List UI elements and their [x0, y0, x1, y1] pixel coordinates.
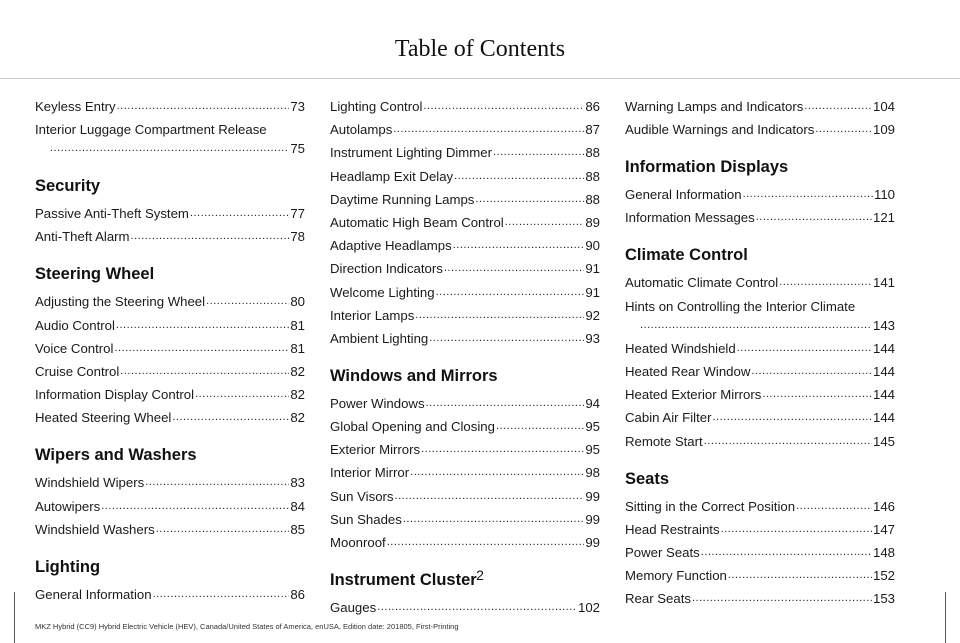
dot-leader — [704, 432, 872, 451]
toc-entry-page: 147 — [872, 521, 895, 537]
toc-entry[interactable] — [330, 167, 600, 186]
toc-entry-title: Keyless Entry — [35, 99, 116, 114]
toc-entry-page: 99 — [585, 511, 600, 527]
toc-entry-page: 82 — [290, 410, 305, 426]
toc-entry[interactable] — [625, 362, 895, 381]
dot-leader — [444, 259, 584, 278]
toc-entry-title: Ambient Lighting — [330, 330, 429, 346]
toc-entry-title: Autolamps — [330, 122, 393, 138]
toc-entry[interactable] — [330, 236, 600, 255]
section-heading: Climate Control — [625, 246, 748, 265]
toc-entry-page: 82 — [290, 363, 305, 379]
dot-leader — [153, 585, 290, 604]
toc-entry[interactable] — [625, 543, 895, 562]
toc-entry-page: 104 — [872, 99, 895, 114]
toc-entry-title: Automatic High Beam Control — [330, 214, 504, 230]
toc-entry-page: 152 — [872, 568, 895, 584]
toc-entry-page: 78 — [290, 229, 305, 245]
page-title: Table of Contents — [394, 36, 566, 62]
dot-leader — [640, 316, 872, 335]
toc-entry[interactable] — [330, 598, 600, 617]
toc-entry-title: Interior Lamps — [330, 307, 415, 323]
dot-leader — [116, 316, 289, 335]
dot-leader — [453, 236, 585, 255]
toc-entry-title: Heated Steering Wheel — [35, 410, 172, 426]
toc-entry[interactable] — [625, 185, 895, 204]
dot-leader — [496, 417, 584, 436]
dot-leader — [712, 408, 872, 427]
toc-entry[interactable] — [35, 292, 305, 311]
toc-entry-title: Interior Mirror — [330, 465, 410, 481]
dot-leader — [815, 120, 872, 139]
dot-leader — [454, 167, 584, 186]
dot-leader — [751, 362, 872, 381]
toc-entry-title: Warning Lamps and Indicators — [625, 99, 804, 114]
dot-leader — [475, 190, 584, 209]
toc-entry-title: Sun Visors — [330, 488, 394, 504]
toc-entry[interactable] — [35, 585, 305, 604]
toc-entry-leader-line — [35, 139, 305, 158]
toc-entry-title: Global Opening and Closing — [330, 419, 495, 435]
dot-leader — [101, 497, 289, 516]
section-heading: Lighting — [35, 557, 101, 576]
toc-entry-title: Audible Warnings and Indicators — [625, 122, 815, 138]
toc-entry-title: Anti-Theft Alarm — [35, 229, 130, 245]
toc-entry-title: Rear Seats — [625, 591, 691, 607]
dot-leader — [421, 440, 584, 459]
dot-leader — [737, 339, 872, 358]
toc-entry-title: General Information — [35, 586, 152, 602]
toc-entry-title: Cruise Control — [35, 363, 120, 379]
toc-entry-title: Power Windows — [330, 395, 425, 411]
toc-entry[interactable] — [35, 497, 305, 516]
dot-leader — [701, 543, 872, 562]
toc-entry-title: Voice Control — [35, 340, 114, 356]
toc-entry-title: General Information — [625, 187, 742, 203]
toc-entry-page: 86 — [290, 586, 305, 602]
toc-entry-page: 146 — [872, 498, 895, 514]
dot-leader — [206, 292, 289, 311]
toc-entry[interactable] — [330, 417, 600, 436]
toc-entry[interactable] — [625, 97, 895, 116]
toc-entry[interactable] — [35, 227, 305, 246]
toc-entry-page: 77 — [290, 206, 305, 222]
toc-entry[interactable] — [625, 120, 895, 139]
toc-entry[interactable] — [625, 385, 895, 404]
toc-entry-page: 75 — [290, 141, 305, 157]
dot-leader — [436, 283, 585, 302]
toc-entry-title: Sun Shades — [330, 511, 402, 527]
toc-entry-page: 88 — [585, 145, 600, 161]
toc-entry-page: 93 — [585, 330, 600, 346]
toc-entry-page: 84 — [290, 498, 305, 514]
toc-entry[interactable] — [625, 339, 895, 358]
toc-entry-page: 141 — [872, 275, 895, 291]
toc-entry-page: 109 — [872, 122, 895, 138]
toc-entry-title: Memory Function — [625, 568, 727, 584]
toc-entry[interactable] — [625, 297, 895, 335]
section-heading: Steering Wheel — [35, 265, 155, 284]
toc-entry-title: Gauges — [330, 600, 377, 615]
dot-leader — [762, 385, 872, 404]
toc-entry-page: 80 — [290, 294, 305, 310]
toc-entry-page: 121 — [872, 210, 895, 226]
toc-entry[interactable] — [35, 204, 305, 223]
dot-leader — [387, 533, 585, 552]
dot-leader — [429, 329, 584, 348]
crop-mark-left — [14, 592, 15, 643]
toc-entry-page: 94 — [585, 395, 600, 411]
toc-entry-page: 73 — [290, 99, 305, 114]
toc-entry[interactable] — [35, 473, 305, 492]
toc-entry[interactable] — [330, 463, 600, 482]
dot-leader — [692, 589, 872, 608]
toc-entry-page: 153 — [872, 591, 895, 607]
toc-entry-page: 88 — [585, 191, 600, 207]
toc-entry-page: 148 — [872, 544, 895, 560]
toc-entry[interactable] — [35, 408, 305, 427]
toc-entry-page: 86 — [585, 99, 600, 114]
toc-column-1 — [35, 97, 305, 608]
toc-entry-page: 81 — [290, 340, 305, 356]
dot-leader — [145, 473, 289, 492]
toc-entry-title: Interior Luggage Compartment Release — [35, 122, 267, 138]
dot-leader — [756, 208, 872, 227]
dot-leader — [403, 510, 584, 529]
toc-entry[interactable] — [330, 440, 600, 459]
footer-edition-text: MKZ Hybrid (CC9) Hybrid Electric Vehicle (HEV), Canada/United States of America, enUSA, Edition date: 201805, First-Printing — [35, 622, 459, 631]
toc-entry-title: Automatic Climate Control — [625, 275, 779, 291]
toc-entry[interactable] — [625, 273, 895, 292]
dot-leader — [172, 408, 289, 427]
toc-entry[interactable] — [625, 432, 895, 451]
dot-leader — [195, 385, 289, 404]
toc-entry-title: Heated Windshield — [625, 340, 736, 356]
toc-entry-page: 110 — [873, 187, 895, 203]
toc-entry-title: Direction Indicators — [330, 261, 443, 277]
toc-entry-title: Cabin Air Filter — [625, 410, 712, 426]
toc-entry[interactable] — [330, 213, 600, 232]
toc-entry-page: 91 — [585, 284, 600, 300]
page-number: 2 — [476, 567, 484, 583]
dot-leader — [131, 227, 290, 246]
toc-entry-page: 99 — [585, 488, 600, 504]
toc-entry[interactable] — [330, 190, 600, 209]
toc-entry[interactable] — [330, 329, 600, 348]
toc-column-3 — [625, 97, 895, 612]
toc-entry[interactable] — [330, 97, 600, 116]
dot-leader — [743, 185, 873, 204]
crop-mark-right — [945, 592, 946, 643]
toc-entry[interactable] — [35, 385, 305, 404]
toc-entry-title: Head Restraints — [625, 521, 720, 537]
toc-entry[interactable] — [330, 259, 600, 278]
toc-entry[interactable] — [330, 120, 600, 139]
dot-leader — [190, 204, 289, 223]
toc-entry-page: 144 — [872, 387, 895, 403]
dot-leader — [426, 394, 585, 413]
toc-entry[interactable] — [330, 306, 600, 325]
toc-entry[interactable] — [625, 589, 895, 608]
dot-leader — [410, 463, 584, 482]
toc-entry-title: Audio Control — [35, 317, 115, 333]
dot-leader — [493, 143, 584, 162]
dot-leader — [415, 306, 584, 325]
toc-entry-page: 145 — [872, 433, 895, 449]
toc-entry[interactable] — [35, 339, 305, 358]
toc-entry-title: Moonroof — [330, 535, 386, 550]
toc-entry-title: Lighting Control — [330, 99, 423, 114]
toc-entry[interactable] — [330, 533, 600, 552]
dot-leader — [423, 97, 584, 116]
toc-entry[interactable] — [625, 408, 895, 427]
toc-column-2 — [330, 97, 600, 621]
toc-entry-page: 91 — [585, 261, 600, 277]
dot-leader — [796, 497, 872, 516]
toc-entry-page: 102 — [577, 600, 600, 615]
toc-entry[interactable] — [35, 362, 305, 381]
toc-entry-title: Sitting in the Correct Position — [625, 498, 796, 514]
toc-entry[interactable] — [625, 208, 895, 227]
toc-entry-page: 144 — [872, 410, 895, 426]
toc-entry-title: Passive Anti-Theft System — [35, 206, 189, 222]
toc-entry[interactable] — [35, 316, 305, 335]
toc-entry-page: 81 — [290, 317, 305, 333]
toc-entry[interactable] — [330, 394, 600, 413]
dot-leader — [779, 273, 872, 292]
toc-entry-title: Windshield Washers — [35, 521, 155, 537]
toc-entry[interactable] — [625, 520, 895, 539]
dot-leader — [804, 97, 872, 116]
section-heading: Information Displays — [625, 158, 789, 177]
toc-entry-page: 89 — [585, 214, 600, 230]
toc-entry-title: Power Seats — [625, 544, 700, 560]
toc-entry-page: 95 — [585, 442, 600, 458]
dot-leader — [395, 487, 585, 506]
dot-leader — [505, 213, 585, 232]
toc-entry[interactable] — [330, 283, 600, 302]
toc-entry-title: Information Display Control — [35, 387, 195, 403]
toc-entry-title: Heated Exterior Mirrors — [625, 387, 762, 403]
dot-leader — [114, 339, 289, 358]
toc-entry-page: 95 — [585, 419, 600, 435]
toc-entry-page: 98 — [585, 465, 600, 481]
section-heading: Security — [35, 177, 101, 196]
toc-entry-page: 88 — [585, 168, 600, 184]
toc-entry-page: 144 — [872, 340, 895, 356]
dot-leader — [117, 97, 290, 116]
section-heading: Windows and Mirrors — [330, 366, 498, 385]
toc-entry[interactable] — [330, 510, 600, 529]
toc-entry-page: 92 — [585, 307, 600, 323]
section-heading: Instrument Cluster — [330, 571, 477, 589]
toc-entry[interactable] — [35, 520, 305, 539]
toc-entry[interactable] — [330, 143, 600, 162]
toc-entry[interactable] — [35, 120, 305, 158]
dot-leader — [721, 520, 872, 539]
toc-entry-leader-line — [625, 316, 895, 335]
toc-entry-title: Adaptive Headlamps — [330, 238, 452, 254]
toc-entry-title: Adjusting the Steering Wheel — [35, 294, 206, 310]
toc-entry-title: Daytime Running Lamps — [330, 191, 475, 207]
toc-entry-page: 99 — [585, 535, 600, 550]
toc-entry-page: 90 — [585, 238, 600, 254]
dot-leader — [50, 139, 289, 158]
section-heading: Seats — [625, 469, 670, 488]
section-heading: Wipers and Washers — [35, 446, 197, 465]
header-divider — [0, 78, 960, 79]
toc-entry-page: 143 — [872, 317, 895, 333]
dot-leader — [120, 362, 289, 381]
toc-entry-title: Hints on Controlling the Interior Climate — [625, 298, 856, 314]
toc-entry-page: 87 — [585, 122, 600, 138]
toc-entry-title: Autowipers — [35, 498, 101, 514]
toc-entry-title: Information Messages — [625, 210, 755, 226]
toc-entry-page: 83 — [290, 475, 305, 491]
dot-leader — [393, 120, 584, 139]
toc-entry-title: Exterior Mirrors — [330, 442, 421, 458]
toc-entry-page: 144 — [872, 363, 895, 379]
dot-leader — [377, 598, 577, 617]
toc-entry-title: Windshield Wipers — [35, 475, 145, 491]
toc-entry[interactable] — [625, 497, 895, 516]
toc-entry[interactable] — [330, 487, 600, 506]
dot-leader — [156, 520, 290, 539]
toc-entry-title: Headlamp Exit Delay — [330, 168, 454, 184]
toc-entry-title: Instrument Lighting Dimmer — [330, 145, 492, 161]
toc-entry-title: Heated Rear Window — [625, 363, 751, 379]
toc-entry-page: 85 — [290, 521, 305, 537]
toc-entry[interactable] — [35, 97, 305, 116]
toc-entry-title: Remote Start — [625, 433, 703, 449]
toc-entry-title: Welcome Lighting — [330, 284, 435, 300]
toc-entry-page: 82 — [290, 387, 305, 403]
